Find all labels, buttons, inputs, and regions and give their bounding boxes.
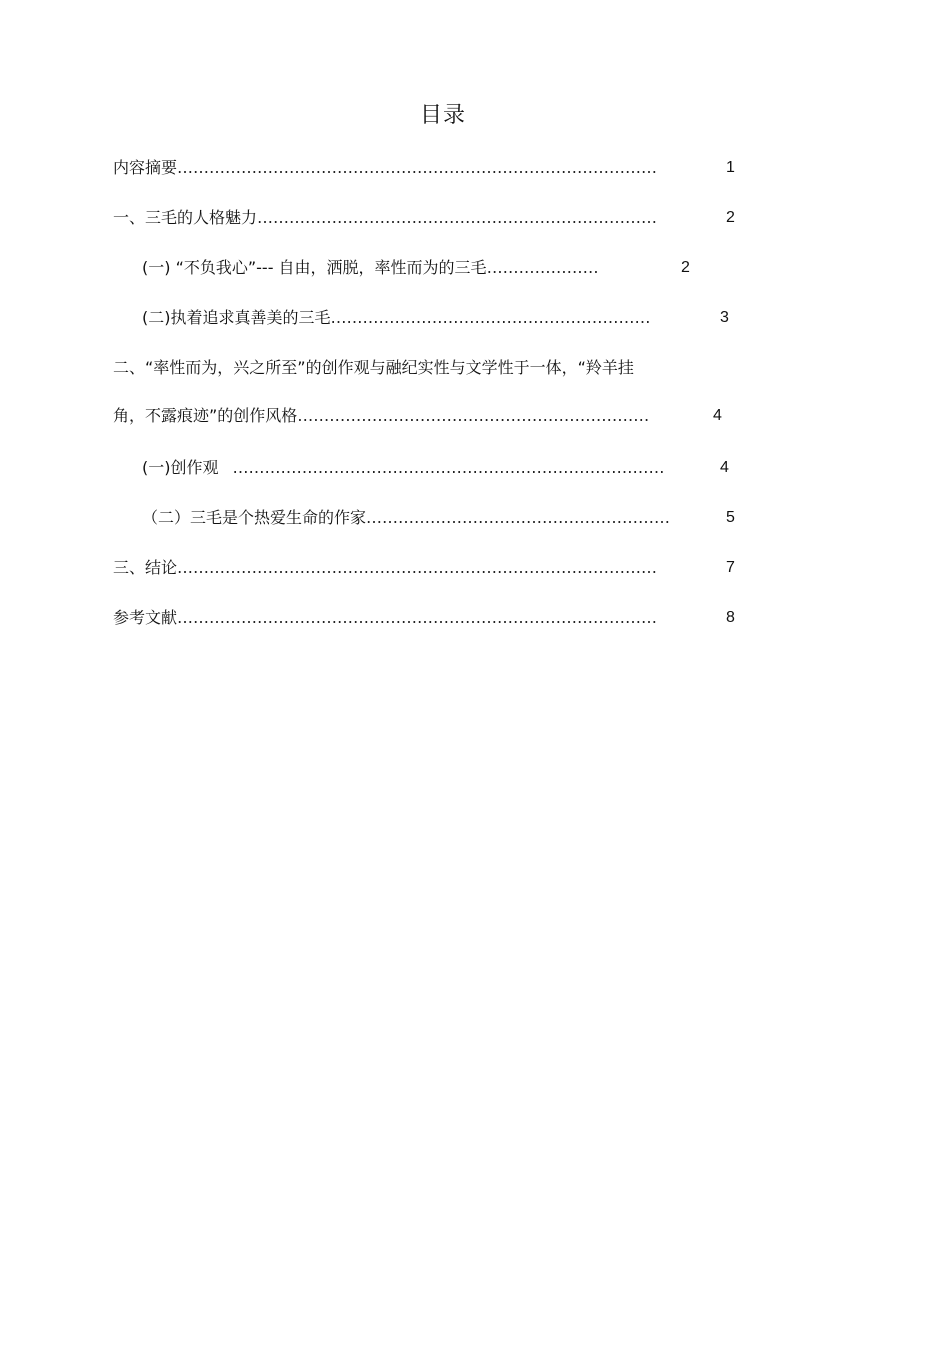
toc-page-number: 3	[720, 309, 729, 326]
toc-leader-dots: ………………………………………………………………………………	[177, 608, 658, 627]
toc-page-number: 4	[720, 459, 729, 476]
toc-entry-conclusion[interactable]	[113, 557, 657, 579]
toc-entry-text: (一)创作观	[142, 458, 219, 477]
toc-leader-dots: …………………	[486, 258, 599, 277]
toc-page-number: 7	[726, 559, 735, 576]
toc-entry-text: 二、“率性而为，兴之所至”的创作观与融纪实性与文学性于一体，“羚羊挂	[113, 358, 634, 377]
toc-entry-references[interactable]	[113, 607, 657, 629]
toc-page-number: 2	[726, 209, 735, 226]
toc-entry-section-1[interactable]	[113, 207, 657, 229]
toc-entry-text: （二）三毛是个热爱生命的作家	[142, 508, 367, 527]
toc-entry-text: 参考文献	[113, 608, 178, 627]
toc-title: 目录	[419, 103, 466, 128]
toc-page-number: 1	[726, 159, 735, 176]
toc-entry-section-1-1[interactable]	[142, 257, 599, 279]
toc-page-number: 8	[726, 609, 735, 626]
toc-entry-text: (一) “不负我心”--- 自由，洒脱，率性而为的三毛	[142, 258, 487, 277]
toc-entry-abstract[interactable]	[113, 157, 657, 179]
toc-leader-dots: ………………………………………………………………………………	[177, 158, 658, 177]
toc-entry-text: 内容摘要	[113, 158, 178, 177]
toc-page-number: 2	[681, 259, 690, 276]
toc-page-number: 4	[713, 407, 722, 424]
toc-page-number: 5	[726, 509, 735, 526]
toc-leader-dots: …………………………………………………………	[297, 406, 650, 425]
toc-entry-section-2-1[interactable]	[142, 457, 665, 479]
toc-leader-dots: …………………………………………………………………	[257, 208, 658, 227]
toc-leader-dots: ……………………………………………………	[330, 308, 651, 327]
toc-entry-section-1-2[interactable]	[142, 307, 651, 329]
toc-leader-dots: …………………………………………………	[366, 508, 671, 527]
toc-leader-dots: ………………………………………………………………………………	[177, 558, 658, 577]
toc-entry-section-2-2[interactable]	[142, 507, 670, 529]
toc-entry-text: (二)执着追求真善美的三毛	[142, 308, 331, 327]
toc-entry-text: 一、三毛的人格魅力	[113, 208, 258, 227]
toc-leader-dots: ………………………………………………………………………	[232, 458, 665, 477]
toc-entry-section-2-line2[interactable]	[113, 405, 649, 427]
toc-entry-section-2-line1[interactable]	[113, 357, 634, 379]
toc-entry-text: 角，不露痕迹”的创作风格	[113, 406, 298, 425]
toc-entry-text: 三、结论	[113, 558, 178, 577]
